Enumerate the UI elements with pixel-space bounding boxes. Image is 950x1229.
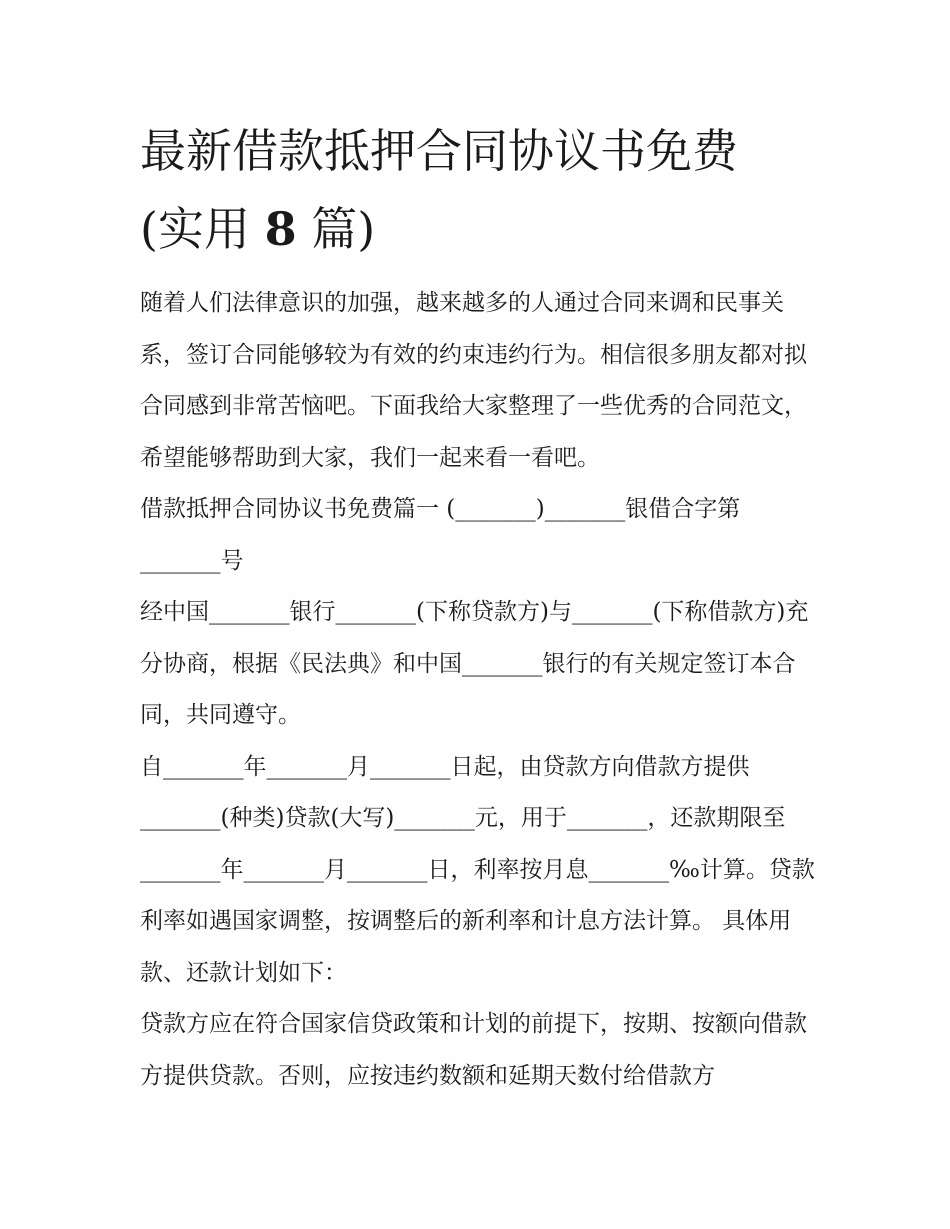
title-line-2-number: 8 <box>264 202 297 256</box>
title-line-2-suffix: 篇) <box>296 202 376 256</box>
title-line-1: 最新借款抵押合同协议书免费 <box>140 124 738 178</box>
document-body <box>140 112 820 1102</box>
contract-header-paragraph: 借款抵押合同协议书免费篇一 (_______)_______银借合字第_______号 <box>140 496 741 574</box>
lender-obligation-paragraph: 贷款方应在符合国家信贷政策和计划的前提下，按期、按额向借款方提供贷款。否则，应按违约数额和延期天数付给借款方 <box>140 1011 807 1089</box>
loan-terms-paragraph: 自_______年_______月_______日起，由贷款方向借款方提供_______(种类)贷款(大写)_______元，用于_______，还款期限至_______年_______月_______日，利率按月息_______‰计算。贷款利率如遇国家调整，按调整后的新利率和计息方法计算。 具体用款、还款计划如下： <box>140 753 815 986</box>
parties-paragraph: 经中国_______银行_______(下称贷款方)与_______(下称借款方)充分协商，根据《民法典》和中国_______银行的有关规定签订本合同，共同遵守。 <box>140 599 809 728</box>
intro-paragraph: 随着人们法律意识的加强，越来越多的人通过合同来调和民事关系，签订合同能够较为有效的约束违约行为。相信很多朋友都对拟合同感到非常苦恼吧。下面我给大家整理了一些优秀的合同范文，希望能够帮助到大家，我们一起来看一看吧。 <box>140 290 807 471</box>
title-line-2-prefix: (实用 <box>140 202 265 256</box>
document-title <box>140 112 820 268</box>
